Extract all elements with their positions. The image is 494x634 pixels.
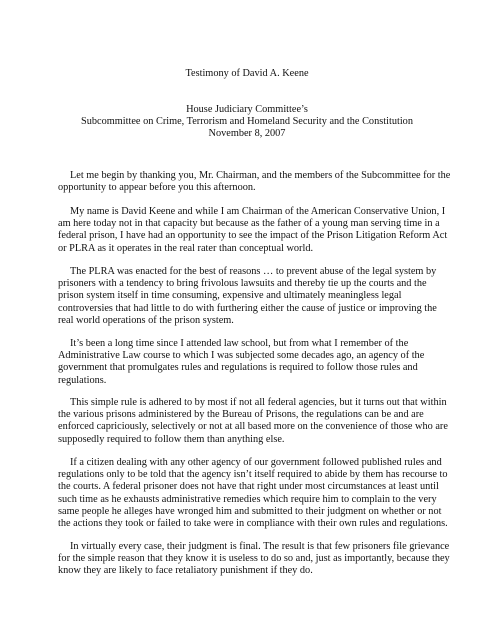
paragraph-line: government that promulgates rules and regulations is required to follow those rules and (58, 362, 418, 374)
paragraph-line: prison system itself in time consuming, expensive and ultimately meaningless legal (58, 290, 402, 302)
paragraph-plra-purpose (58, 266, 443, 327)
paragraph-line: My name is David Keene and while I am Chairman of the American Conservative Union, I (70, 206, 446, 217)
paragraph-line: know they are likely to face retaliatory punishment if they do. (58, 565, 313, 577)
paragraph-line: same people he alleges have wronged him and submitted to their judgment on whether or not (58, 505, 442, 517)
hearing-header (0, 104, 494, 141)
paragraph-line: the various prisons administered by the Bureau of Prisons, the regulations can be and are (58, 409, 424, 421)
paragraph-line: It’s been a long time since I attended law school, but from what I remember of the (70, 338, 409, 349)
hearing-date: November 8, 2007 (208, 128, 286, 140)
paragraph-line: This simple rule is adhered to by most if not all federal agencies, but it turns out that within (70, 397, 447, 408)
paragraph-line: am here today not in that capacity but because as the father of a young man serving time in a (58, 218, 440, 230)
paragraph-line: the courts. A federal prisoner does not have that right under most circumstances at least until (58, 481, 439, 493)
paragraph-judgment-final (58, 541, 450, 578)
paragraph-line: controversies that had little to do with furthering either the cause of justice or improving the (58, 302, 437, 314)
paragraph-line: Administrative Law course to which I was subjected some decades ago, an agency of the (58, 350, 425, 362)
paragraph-line: The PLRA was enacted for the best of reasons … to prevent abuse of the legal system by (70, 266, 437, 277)
paragraph-line: for the simple reason that they know it is useless to do so and, just as importantly, because they (58, 553, 450, 565)
paragraph-line: If a citizen dealing with any other agency of our government followed published rules and (70, 457, 442, 468)
paragraph-bureau-of-prisons (58, 397, 448, 446)
paragraph-line: opportunity to appear before you this afternoon. (58, 182, 256, 194)
paragraph-line: such time as he exhausts administrative remedies which require him to complain to the very (58, 493, 437, 505)
paragraph-line: supposedly required to follow them than anything else. (58, 433, 285, 445)
document-title: Testimony of David A. Keene (185, 68, 309, 79)
paragraph-line: In virtually every case, their judgment is final. The result is that few prisoners file grievance (70, 541, 450, 552)
paragraph-admin-law (58, 338, 443, 387)
paragraph-line: enforced capriciously, selectively or not at all based more on the convenience of those who are (58, 421, 448, 433)
paragraph-background (58, 206, 448, 255)
paragraph-intro (58, 170, 451, 194)
paragraph-line: prisoners with a tendency to bring frivolous lawsuits and thereby tie up the courts and the (58, 278, 427, 290)
paragraph-recourse (58, 457, 448, 530)
paragraph-line: Let me begin by thanking you, Mr. Chairman, and the members of the Subcommittee for the (70, 170, 451, 181)
paragraph-line: real world operations of the prison system. (58, 314, 234, 326)
paragraph-line: regulations only to be told that the agency isn’t itself required to abide by them has recourse to (58, 469, 448, 481)
paragraph-line: regulations. (58, 374, 107, 386)
paragraph-line: federal prison, I have had an opportunity to see the impact of the Prison Litigation Reform Act (58, 230, 448, 242)
paragraph-line: or PLRA as it operates in the real rater than conceptual world. (58, 242, 314, 254)
committee-name: House Judiciary Committee’s (186, 104, 308, 115)
paragraph-line: the actions they took or failed to take were in compliance with their own rules and regulations. (58, 518, 448, 530)
subcommittee-name: Subcommittee on Crime, Terrorism and Homeland Security and the Constitution (81, 116, 413, 128)
